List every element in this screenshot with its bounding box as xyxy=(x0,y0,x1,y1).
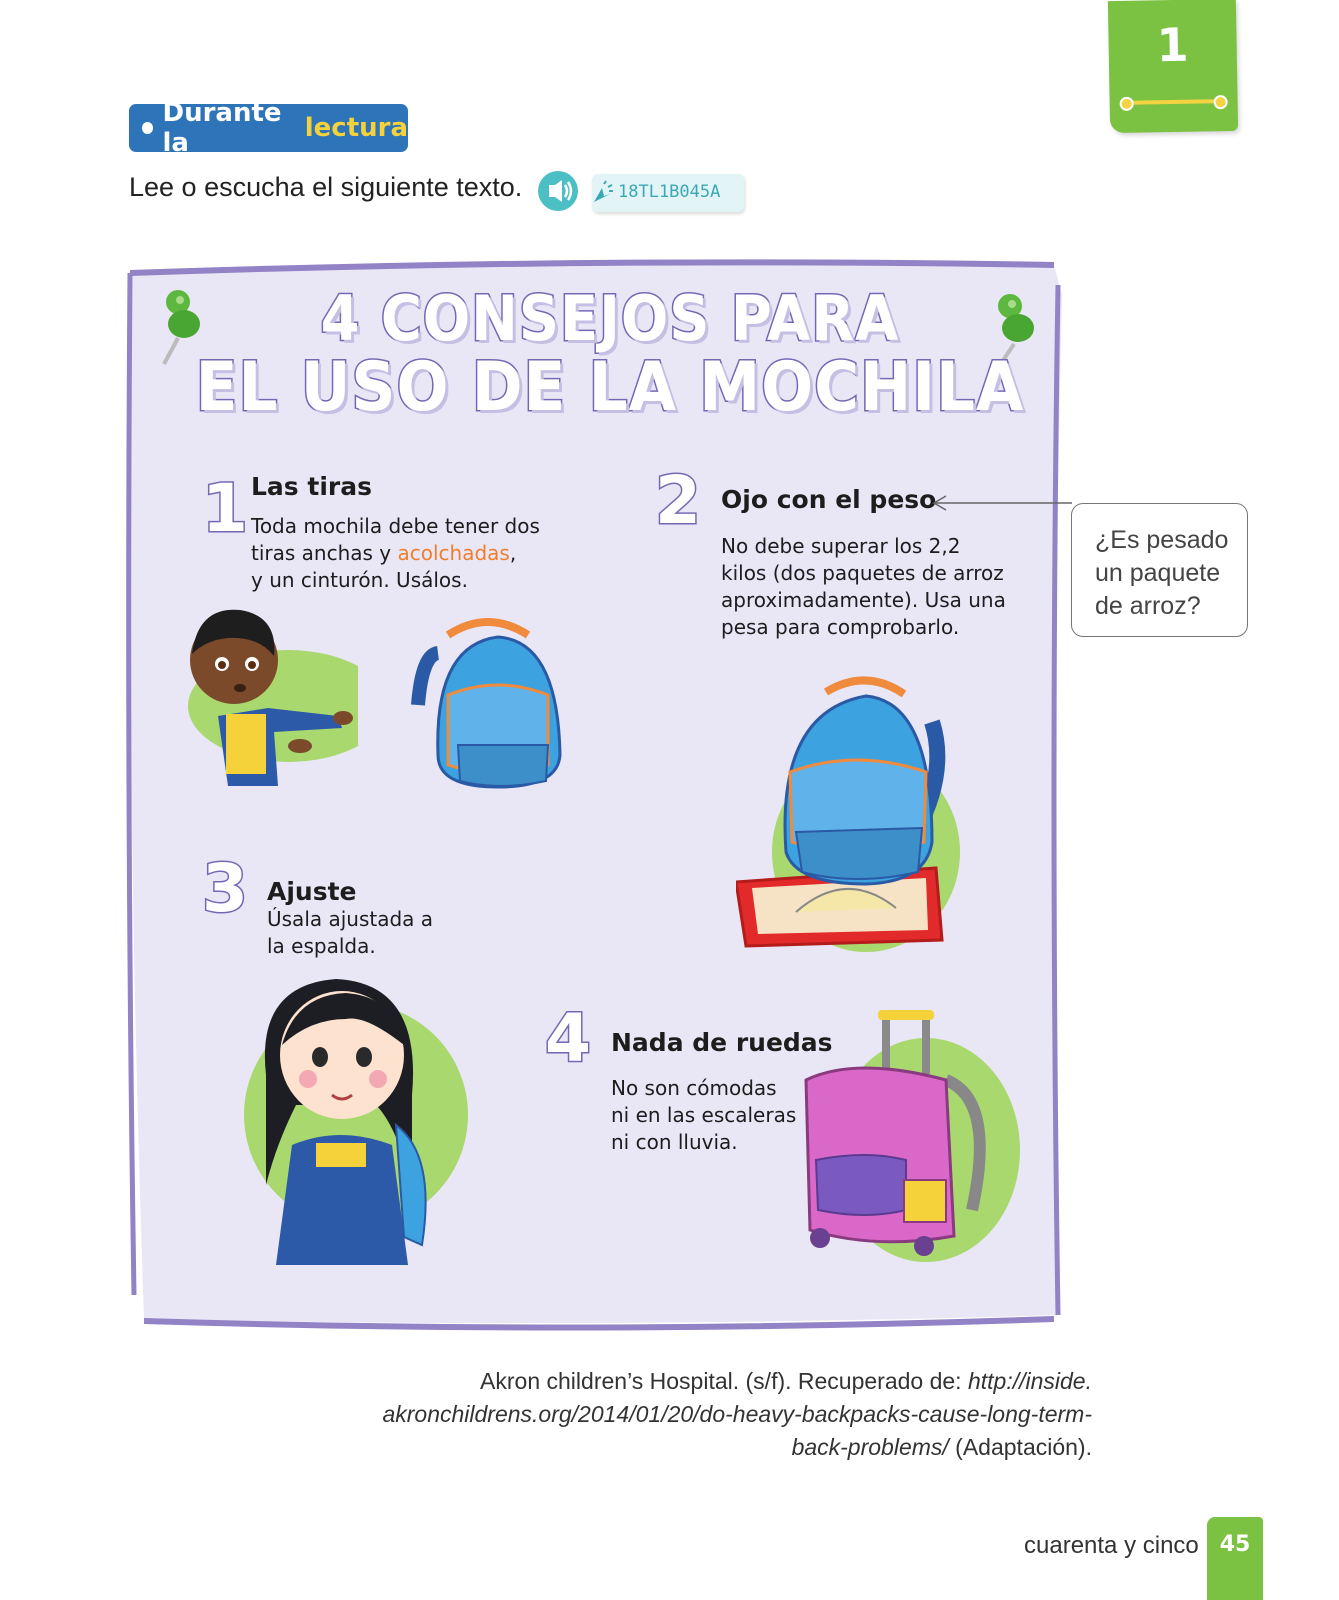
tip-body: No debe superar los 2,2 kilos (dos paquetes de arroz aproximadamente). Usa una pesa para comprobarlo. xyxy=(721,534,1006,639)
tip-heading: Ojo con el peso xyxy=(721,485,937,514)
tip-number: 1 xyxy=(202,470,248,547)
poster-title-line1: 4 CONSEJOS PARA xyxy=(320,282,900,355)
page-number: 45 xyxy=(1219,1532,1251,1557)
tip-heading: Nada de ruedas xyxy=(611,1028,833,1057)
girl-illustration xyxy=(236,975,472,1275)
margin-question-box xyxy=(1071,503,1248,637)
tip-number: 4 xyxy=(545,1000,591,1077)
tip-number: 3 xyxy=(202,850,248,927)
resource-code-chip[interactable] xyxy=(592,174,744,212)
section-label xyxy=(129,98,408,158)
rolling-backpack-illustration xyxy=(796,1010,1026,1280)
callout-arrow xyxy=(930,494,1072,512)
poster-title-line2: EL USO DE LA MOCHILA xyxy=(195,348,1025,427)
unit-tab-line xyxy=(1124,99,1224,105)
tip-heading: Las tiras xyxy=(251,472,372,501)
citation: Akron children’s Hospital. (s/f). Recuperado de: http://inside. akronchildrens.org/2014/01/20/do-heavy-backpacks-cause-long-term- back-problems/ (Adaptación). xyxy=(382,1368,1092,1460)
instruction-text: Lee o escucha el siguiente texto. xyxy=(129,172,523,202)
bullet-icon xyxy=(142,122,153,134)
backpack-illustration xyxy=(408,615,578,795)
unit-tab xyxy=(1108,0,1238,133)
backpack-scale-illustration xyxy=(736,672,966,962)
tip-heading: Ajuste xyxy=(267,877,357,906)
unit-tab-dot-left xyxy=(1120,97,1134,111)
tip-body: Úsala ajustada a la espalda. xyxy=(267,907,434,958)
tip-body: Toda mochila debe tener dos tiras anchas y acolchadas, y un cinturón. Usálos. xyxy=(251,514,540,592)
highlight-word: acolchadas xyxy=(397,541,510,565)
unit-tab-dot-right xyxy=(1214,95,1228,109)
margin-question: ¿Es pesado un paquete de arroz? xyxy=(1095,526,1229,620)
section-label-word2: lectura xyxy=(304,113,408,143)
page-number-words: cuarenta y cinco xyxy=(1024,1532,1199,1559)
tip-body: No son cómodas ni en las escaleras ni con lluvia. xyxy=(611,1076,797,1154)
section-label-word1: Durante la xyxy=(162,98,282,158)
boy-illustration xyxy=(178,596,358,796)
unit-number: 1 xyxy=(1156,17,1190,73)
tip-number: 2 xyxy=(655,462,701,539)
speaker-icon[interactable] xyxy=(538,171,578,211)
page-number-tab xyxy=(1207,1517,1263,1600)
cursor-click-icon xyxy=(590,180,614,206)
resource-code: 18TL1B045A xyxy=(618,182,721,202)
